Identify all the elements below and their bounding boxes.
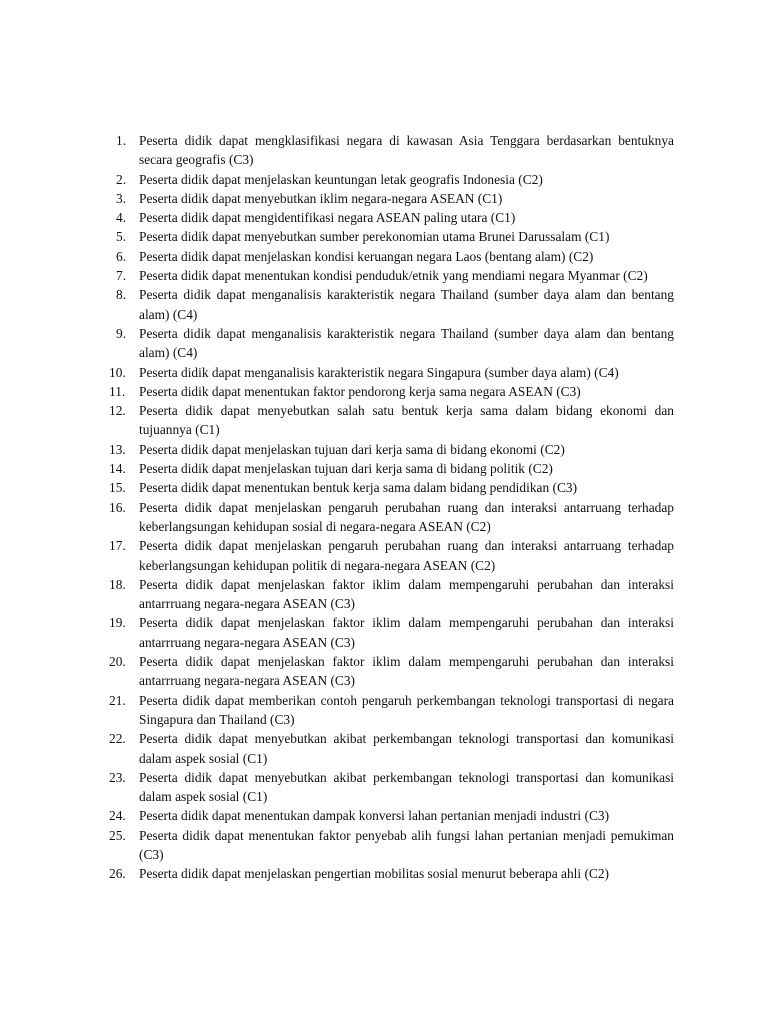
item-text: Peserta didik dapat menjelaskan tujuan dari kerja sama di bidang ekonomi (C2)	[139, 441, 565, 457]
list-item	[101, 285, 674, 324]
item-number: 9.	[116, 325, 127, 341]
list-item	[101, 536, 674, 575]
item-text: Peserta didik dapat menyebutkan salah satu bentuk kerja sama dalam bidang ekonomi dan tujuannya (C1)	[139, 403, 674, 438]
list-item	[101, 363, 674, 382]
item-text: Peserta didik dapat menyebutkan sumber perekonomian utama Brunei Darussalam (C1)	[139, 229, 610, 245]
list-item	[101, 208, 674, 227]
list-item	[101, 613, 674, 652]
list-item	[101, 691, 674, 730]
list-item	[101, 189, 674, 208]
item-number: 5.	[116, 229, 127, 245]
list-item	[101, 382, 674, 401]
item-text: Peserta didik dapat menjelaskan pengertian mobilitas sosial menurut beberapa ahli (C2)	[139, 866, 610, 882]
item-text: Peserta didik dapat menentukan kondisi penduduk/etnik yang mendiami negara Myanmar (C2)	[139, 268, 648, 284]
list-item	[101, 401, 674, 440]
list-item	[101, 864, 674, 883]
list-item	[101, 440, 674, 459]
item-text: Peserta didik dapat menentukan bentuk kerja sama dalam bidang pendidikan (C3)	[139, 480, 578, 496]
item-text: Peserta didik dapat menyebutkan akibat perkembangan teknologi transportasi dan komunikasi dalam aspek sosial (C1)	[139, 769, 674, 805]
item-number: 24.	[109, 808, 126, 824]
list-item	[101, 729, 674, 768]
item-text: Peserta didik dapat mengidentifikasi negara ASEAN paling utara (C1)	[139, 210, 516, 226]
item-text: Peserta didik dapat menyebutkan iklim negara-negara ASEAN (C1)	[139, 190, 503, 206]
list-item	[101, 768, 674, 807]
item-text: Peserta didik dapat menjelaskan pengaruh perubahan ruang dan interaksi antarruang terhadap keberlangsungan kehidupan politik di negara-negara ASEAN (C2)	[139, 538, 674, 573]
item-number: 12.	[109, 403, 126, 419]
item-number: 8.	[116, 287, 127, 303]
item-text: Peserta didik dapat menjelaskan kondisi keruangan negara Laos (bentang alam) (C2)	[139, 248, 594, 264]
item-text: Peserta didik dapat menjelaskan keuntungan letak geografis Indonesia (C2)	[139, 171, 543, 187]
item-number: 4.	[116, 210, 127, 226]
list-item	[101, 806, 674, 825]
item-number: 14.	[109, 461, 126, 477]
item-number: 18.	[109, 576, 126, 592]
list-item	[101, 478, 674, 497]
item-text: Peserta didik dapat memberikan contoh pengaruh perkembangan teknologi transportasi di negara Singapura dan Thailand (C3)	[139, 692, 674, 727]
item-text: Peserta didik dapat menjelaskan faktor iklim dalam mempengaruhi perubahan dan interaksi antarrruang negara-negara ASEAN (C3)	[139, 576, 674, 612]
item-number: 11.	[109, 383, 126, 399]
list-item	[101, 227, 674, 246]
item-text: Peserta didik dapat menjelaskan pengaruh perubahan ruang dan interaksi antarruang terhadap keberlangsungan kehidupan sosial di negara-negara ASEAN (C2)	[139, 499, 674, 534]
item-text: Peserta didik dapat menentukan dampak konversi lahan pertanian menjadi industri (C3)	[139, 808, 610, 824]
list-item	[101, 247, 674, 266]
list-item	[101, 170, 674, 189]
list-item	[101, 324, 674, 363]
item-number: 13.	[109, 441, 126, 457]
item-number: 6.	[116, 248, 127, 264]
item-text: Peserta didik dapat menjelaskan tujuan dari kerja sama di bidang politik (C2)	[139, 461, 553, 477]
item-number: 21.	[109, 692, 126, 708]
item-text: Peserta didik dapat menentukan faktor pendorong kerja sama negara ASEAN (C3)	[139, 383, 581, 399]
list-item	[101, 131, 674, 170]
item-number: 10.	[109, 364, 126, 380]
item-text: Peserta didik dapat menganalisis karakteristik negara Thailand (sumber daya alam dan bentang alam) (C4)	[139, 325, 674, 361]
list-item	[101, 498, 674, 537]
item-number: 17.	[109, 538, 126, 554]
item-number: 20.	[109, 654, 126, 670]
list-item	[101, 652, 674, 691]
item-number: 7.	[116, 268, 127, 284]
list-item	[101, 575, 674, 614]
item-number: 2.	[116, 171, 127, 187]
learning-objectives-list	[101, 131, 674, 884]
item-number: 16.	[109, 499, 126, 515]
list-item	[101, 266, 674, 285]
item-number: 26.	[109, 866, 126, 882]
item-number: 3.	[116, 190, 127, 206]
item-number: 25.	[109, 827, 126, 843]
item-text: Peserta didik dapat menjelaskan faktor iklim dalam mempengaruhi perubahan dan interaksi antarrruang negara-negara ASEAN (C3)	[139, 615, 674, 650]
item-text: Peserta didik dapat mengklasifikasi negara di kawasan Asia Tenggara berdasarkan bentuknya secara geografis (C3)	[139, 133, 674, 168]
item-text: Peserta didik dapat menyebutkan akibat perkembangan teknologi transportasi dan komunikasi dalam aspek sosial (C1)	[139, 731, 674, 766]
item-text: Peserta didik dapat menganalisis karakteristik negara Singapura (sumber daya alam) (C4)	[139, 364, 619, 380]
item-number: 19.	[109, 615, 126, 631]
item-number: 23.	[109, 769, 126, 785]
item-text: Peserta didik dapat menganalisis karakteristik negara Thailand (sumber daya alam dan bentang alam) (C4)	[139, 287, 674, 322]
item-number: 22.	[109, 731, 126, 747]
item-text: Peserta didik dapat menentukan faktor penyebab alih fungsi lahan pertanian menjadi pemukiman (C3)	[139, 827, 674, 862]
item-text: Peserta didik dapat menjelaskan faktor iklim dalam mempengaruhi perubahan dan interaksi antarrruang negara-negara ASEAN (C3)	[139, 654, 674, 689]
item-number: 15.	[109, 480, 126, 496]
list-item	[101, 459, 674, 478]
list-item	[101, 826, 674, 865]
item-number: 1.	[116, 133, 127, 148]
